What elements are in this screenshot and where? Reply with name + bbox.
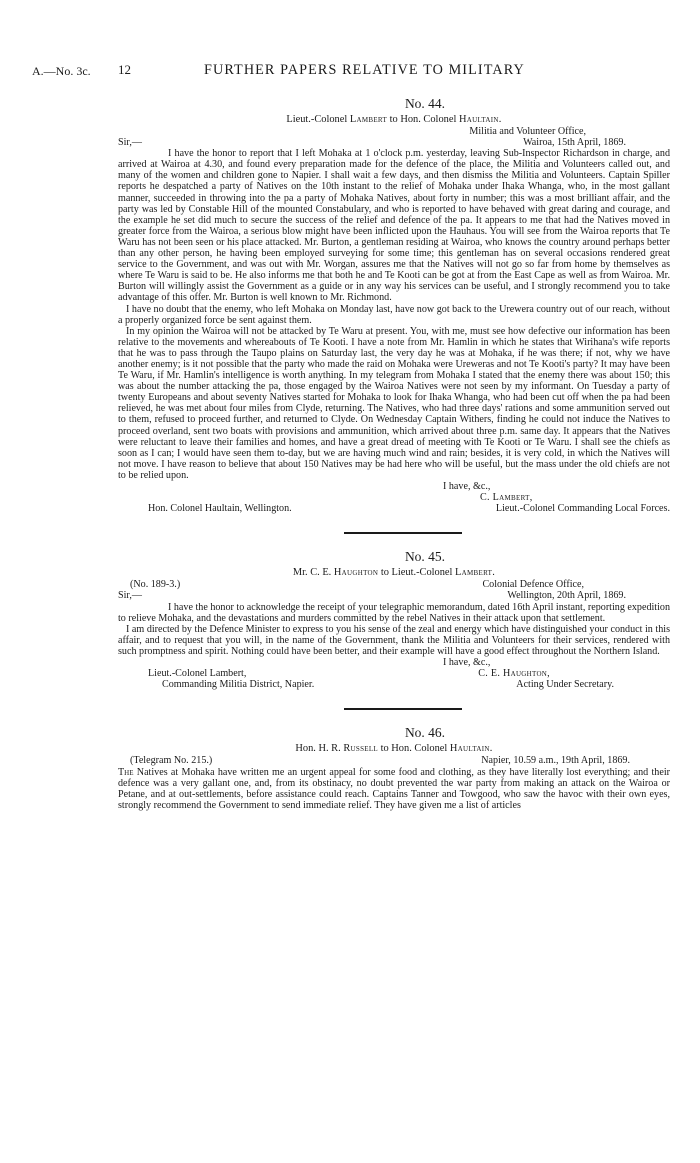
signer-title: Lieut.-Colonel Commanding Local Forces. xyxy=(495,503,670,515)
letter-heading: Mr. C. E. Haughton to Lieut.-Colonel Lambert. xyxy=(292,567,496,579)
letter-reference: (No. 189-3.) xyxy=(130,579,181,591)
reference-row xyxy=(118,579,670,590)
paragraph: The Natives at Mohaka have written me an urgent appeal for some food and clothing, as they have literally lost everything; and their defence was a very gallant one, and, from its obstinacy, no doubt prevented the war party from making an attack on the Wairoa or Petane, and at out-settlements, before assistance could reach. Captains Tanner and Towgood, who saw the havoc with their own eyes, strongly recommend the Government to send immediate relief. They have given me a list of articles xyxy=(118,766,670,811)
letter-44 xyxy=(118,96,670,514)
salutation-row xyxy=(118,590,670,601)
running-title: FURTHER PAPERS RELATIVE TO MILITARY xyxy=(204,62,525,78)
office-line: Militia and Volunteer Office, xyxy=(469,126,586,137)
place-date: Napier, 10.59 a.m., 19th April, 1869. xyxy=(481,755,630,767)
office-line: Colonial Defence Office, xyxy=(482,579,584,591)
place-date: Wairoa, 15th April, 1869. xyxy=(523,137,626,149)
letter-number: No. 46. xyxy=(404,725,446,741)
document-reference: A.—No. 3c. xyxy=(32,64,91,78)
letter-45 xyxy=(118,549,670,690)
salutation: Sir,— xyxy=(118,137,142,149)
page-number: 12 xyxy=(118,62,131,77)
addressee: Hon. Colonel Haultain, Wellington. xyxy=(148,503,292,515)
signature: C. Lambert, xyxy=(480,492,533,504)
paragraph: I have the honor to acknowledge the receipt of your telegraphic memorandum, dated 16th April instant, reporting expedition to relieve Mohaka, and the devastations and murders committed by the rebel Natives in their attack upon that settlement. xyxy=(118,601,671,624)
addressee-row xyxy=(118,503,670,514)
letter-heading: Lieut.-Colonel Lambert to Hon. Colonel Haultain. xyxy=(286,114,502,125)
reference-row xyxy=(118,755,670,766)
addressee-row xyxy=(118,679,670,690)
addressee: Lieut.-Colonel Lambert, xyxy=(148,668,247,680)
signature: C. E. Haughton, xyxy=(478,668,550,680)
closing: I have, &c., xyxy=(443,481,491,492)
section-divider xyxy=(118,526,670,537)
paragraph: In my opinion the Wairoa will not be attacked by Te Waru at present. You, with me, must see how defective our information has been relative to the movements and whereabouts of Te Kooti. I have a note from Mr. Hamlin in which he states that Wirihana's wife reports that he was to pass through the Taupo plains on Saturday last, the very day he was at Mohaka, if he was there; if not, why we have another enemy; is it not possible that the party who made the raid on Mohaka were Ureweras and not Te Kooti's party? It may have been Te Waru, if Mr. Hamlin's intelligence is worth anything. In my telegram from Mohaka I stated that the enemy there was about 150; this was about the number attacking the pa, those engaged by the Wairoa Natives were not seen by my informant. On Tuesday a party of twenty Europeans and about seventy Natives started for Mohaka to look for Ihaka Whanga, who had been cut off when the pa had been relieved, he was met about four miles from Clyde, returning. The Natives, who had three days' rations and some ammunition served out to them, refused to proceed further, and returned to Clyde. On Wednesday Captain Withers, finding he could not induce the Natives to proceed overland, sent two boats with provisions and ammunition, which arrived about three p.m. same day. It appears that the Natives were reluctant to leave their families and homes, and have a great dread of meeting with Te Kooti or Te Waru. I shall see the chiefs as soon as I can; I would have seen them to-day, but we are having much wind and rain; besides, it is very cold, in which the Natives will not move. I have reason to believe that about 150 Natives may be had here who will be useful, but the mass under the old chiefs are not to be relied upon. xyxy=(118,325,670,481)
letter-46 xyxy=(118,725,670,810)
letter-number: No. 44. xyxy=(404,96,446,111)
closing: I have, &c., xyxy=(443,657,491,669)
salutation: Sir,— xyxy=(118,590,142,602)
addressee: Commanding Militia District, Napier. xyxy=(162,679,315,691)
paragraph: I have the honor to report that I left Mohaka at 1 o'clock p.m. yesterday, leaving Sub-Inspector Richardson in charge, and arrived at Wairoa at 4.30, and found every preparation made for the defence of the place, the Militia and Volunteers called out, and many of the women and children gone to Napier. I shall wait a few days, and then dismiss the Militia and Volunteers. Captain Spiller reports he despatched a party of Natives on the 10th instant to the relief of Mohaka under Ihaka Whanga, who, in the most gallant manner, succeeded in throwing into the pa a party of Mohaka Natives, about forty in number; this was a most brilliant affair, and the party was led by Constable Hill of the mounted Constabulary, and who is reported to have behaved with great daring and courage, and the example he set did much to secure the success of the relief and defence of the pa. It appears to me that had the Natives moved in greater force from the Wairoa, a serious blow might have been inflicted upon the Hauhaus. You will see from the Wairoa reports that Te Waru has not been seen or his place attacked. Mr. Burton, a gentleman residing at Wairoa, who knows the country around perhaps better than any other person, he having been employed surveying for some time; this gentleman has on several occasions rendered great service to the Government, and was out with Mr. Worgan, assures me that the Natives will not go so far from home by themselves as where Te Waru is said to be. He also informs me that both he and Te Kooti can be got at from the East Cape as well as from Wairoa. Mr. Burton will willingly assist the Government as a guide or in any way his services can be useful, and I strongly recommend you to take advantage of this offer. Mr. Burton is well known to Mr. Richmond. xyxy=(118,148,670,304)
letter-reference: (Telegram No. 215.) xyxy=(130,755,213,767)
signature-row xyxy=(118,668,670,679)
place-date: Wellington, 20th April, 1869. xyxy=(507,590,626,602)
document-body xyxy=(118,96,670,811)
salutation-row xyxy=(118,137,670,148)
section-divider xyxy=(118,702,670,713)
signer-title: Acting Under Secretary. xyxy=(516,679,614,691)
paragraph: I have no doubt that the enemy, who left Mohaka on Monday last, have now got back to the Urewera country out of our reach, without a properly organized force be sent against them. xyxy=(118,303,670,326)
letter-number: No. 45. xyxy=(404,549,446,565)
letter-heading: Hon. H. R. Russell to Hon. Colonel Haultain. xyxy=(295,743,493,755)
paragraph: I am directed by the Defence Minister to express to you his sense of the zeal and energy which have distinguished your conduct in this affair, and to request that you will, in the name of the Government, thank the Militia and Volunteers for their services, rendered with such promptness and spirit. Nothing could have been better, and their example will have a good effect throughout the Northern Island. xyxy=(118,623,670,657)
